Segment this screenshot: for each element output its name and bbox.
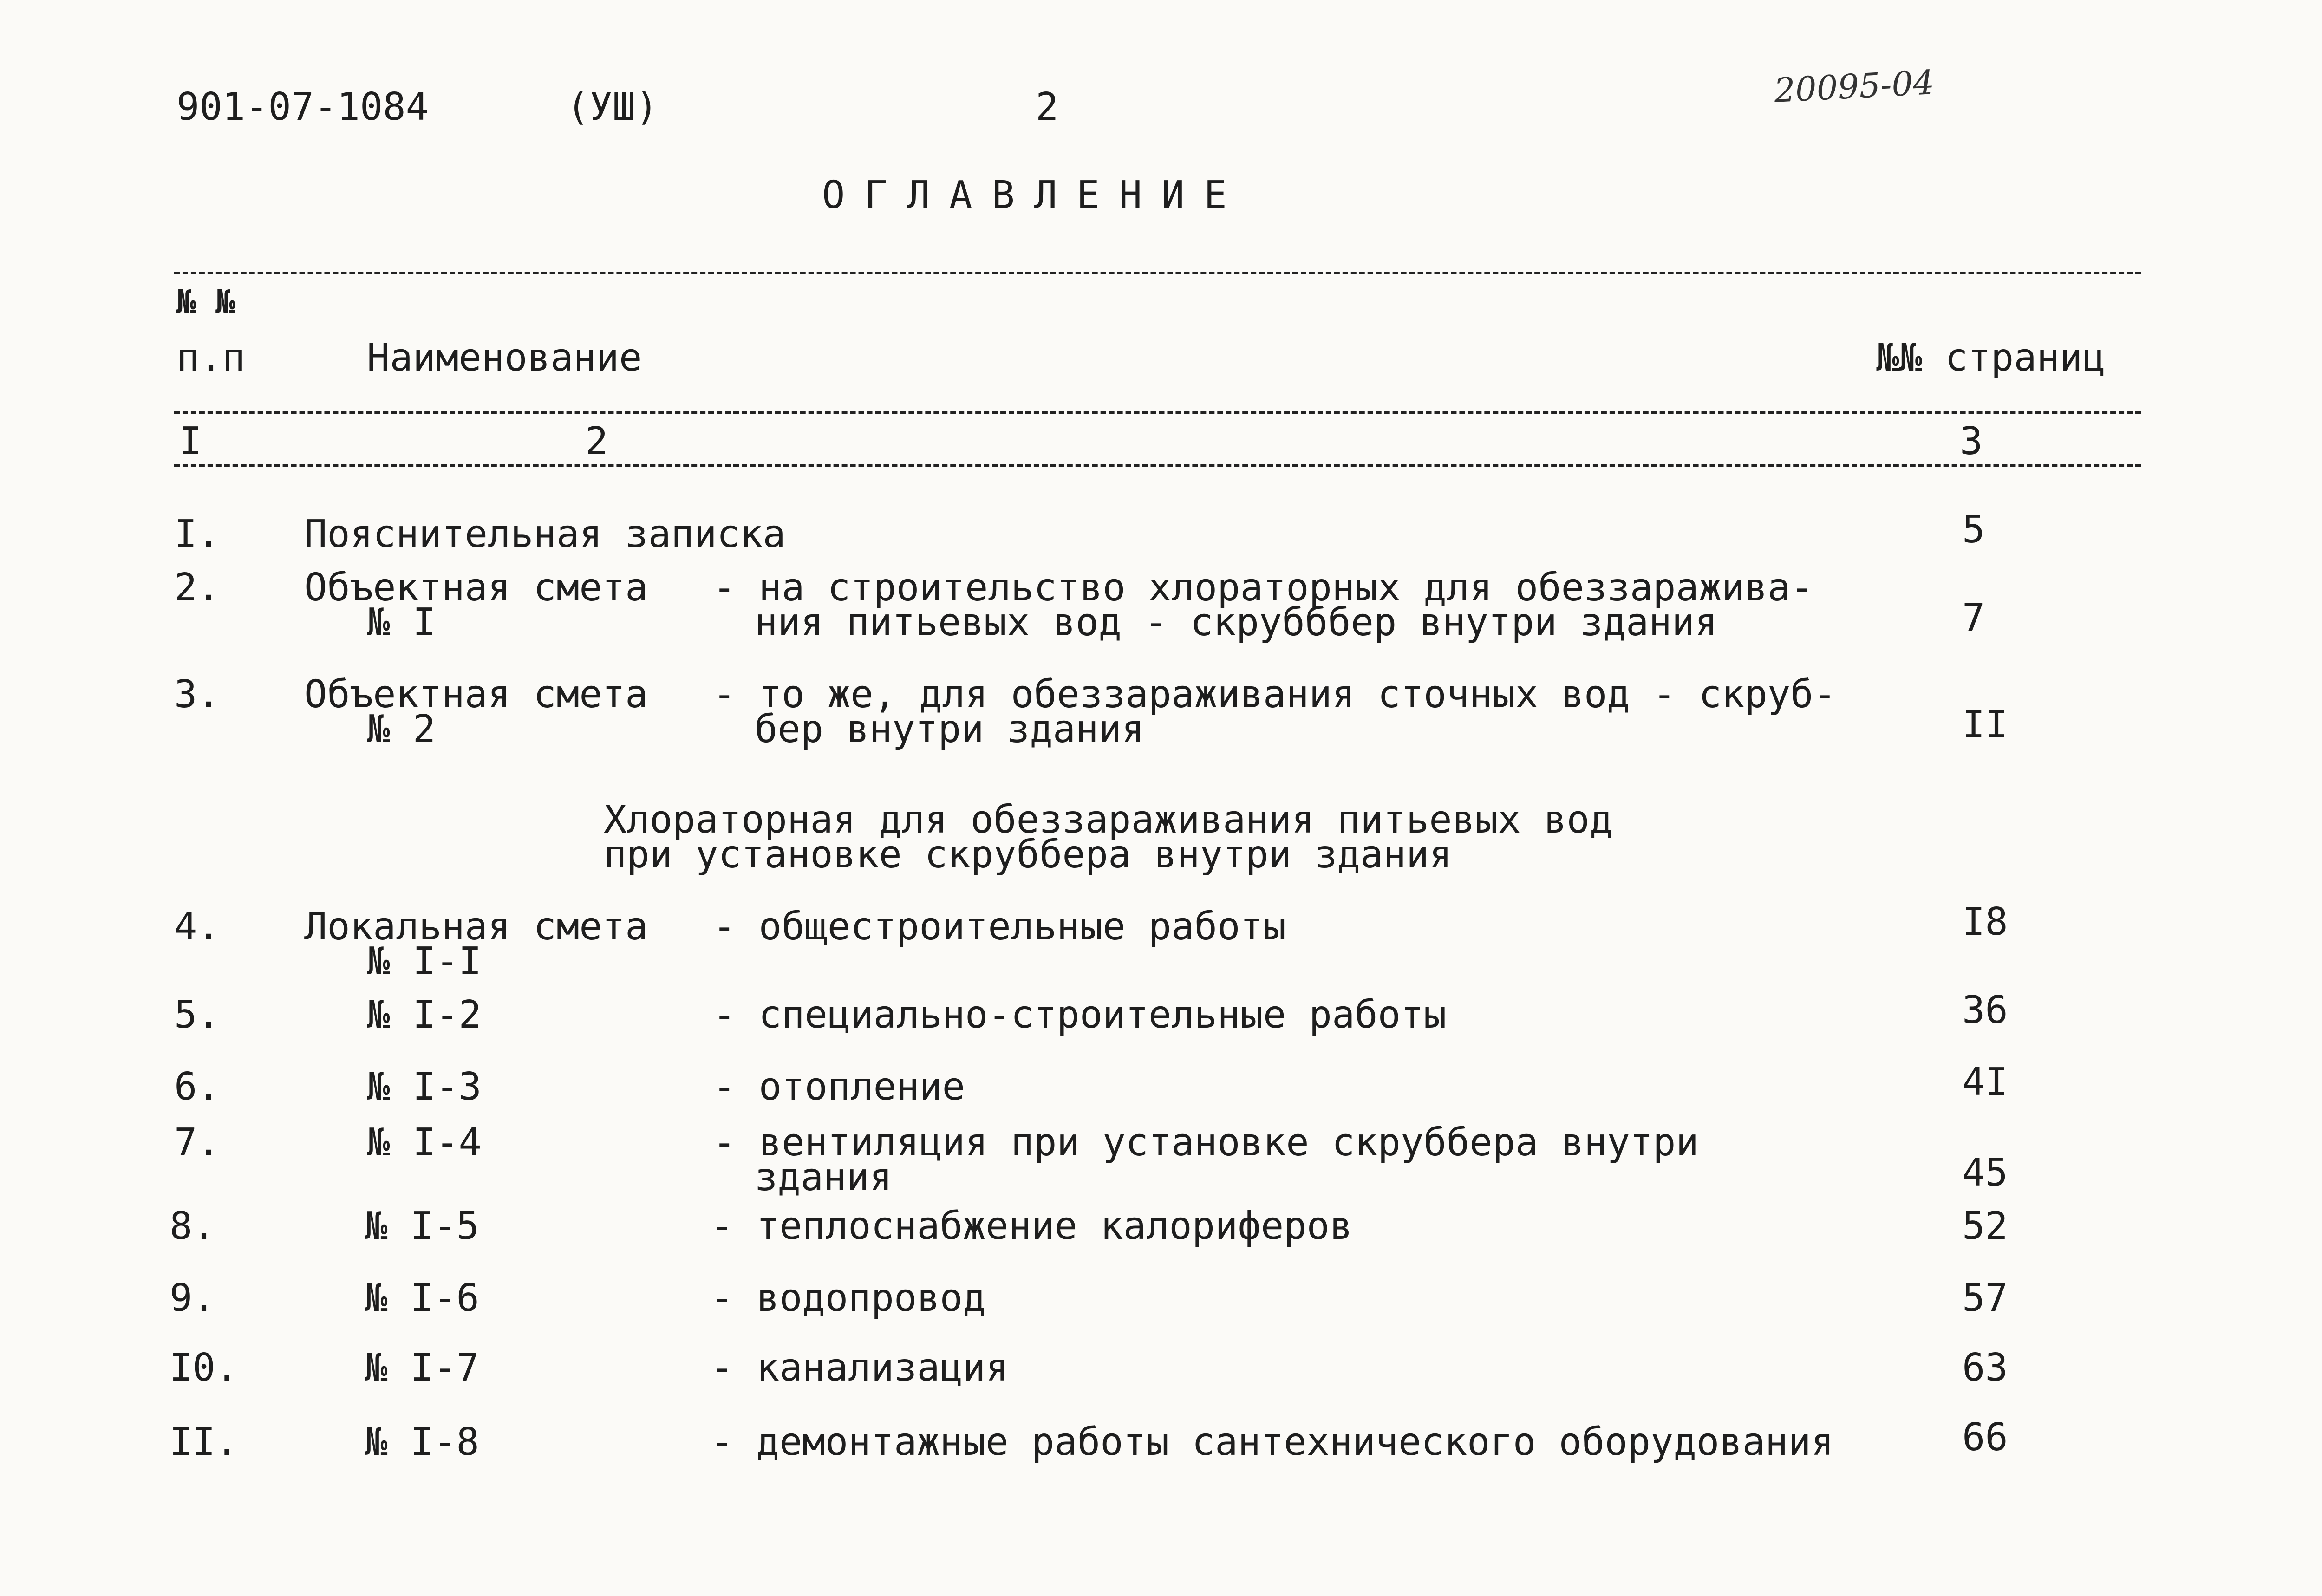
row-page: 57	[1962, 1276, 2008, 1320]
row-number: 5.	[174, 993, 220, 1037]
section-heading-line2: при установке скруббера внутри здания	[604, 833, 1452, 877]
volume-label: (УШ)	[567, 85, 659, 129]
row-number: I0.	[170, 1346, 239, 1390]
row-number: II.	[170, 1420, 239, 1464]
row-number: 7.	[174, 1120, 220, 1165]
row-page: 45	[1962, 1151, 2008, 1195]
row-description: - на строительство хлораторных для обеззаражива-	[713, 566, 1813, 610]
row-description: - демонтажные работы сантехнического оборудования	[711, 1420, 1834, 1464]
row-name: Локальная смета	[304, 905, 648, 949]
row-code: № I-5	[365, 1204, 479, 1248]
row-page: II	[1962, 703, 2008, 747]
row-description: - то же, для обеззараживания сточных вод - скруб-	[713, 672, 1837, 717]
col-index-3: 3	[1960, 419, 1983, 463]
row-code: № I-3	[367, 1065, 482, 1109]
row-number: 8.	[170, 1204, 215, 1248]
row-code: № I-4	[367, 1120, 482, 1165]
row-number: 4.	[174, 905, 220, 949]
row-name: Объектная смета	[304, 566, 648, 610]
row-page: 52	[1962, 1204, 2008, 1248]
row-number: 2.	[174, 566, 220, 610]
name-col-header: Наименование	[367, 336, 642, 380]
row-page: 7	[1962, 596, 1985, 640]
document-number: 901-07-1084	[176, 85, 429, 129]
row-code: № I	[367, 600, 436, 645]
row-description-cont: ния питьевых вод - скрубббер внутри здания	[755, 600, 1718, 645]
row-description: - вентиляция при установке скруббера внутри	[713, 1120, 1699, 1165]
col-index-1: I	[179, 419, 202, 463]
row-description: - отопление	[713, 1065, 965, 1109]
num-col-header-line1: № №	[176, 283, 235, 321]
row-code: № I-6	[365, 1276, 479, 1320]
row-code: № 2	[367, 707, 436, 751]
row-description: - теплоснабжение калориферов	[711, 1204, 1353, 1248]
row-code: № I-I	[367, 939, 482, 984]
handwritten-code: 20095-04	[1773, 63, 1935, 110]
page-number: 2	[1036, 85, 1059, 129]
row-description: - водопровод	[711, 1276, 986, 1320]
row-page: 66	[1962, 1415, 2008, 1459]
col-index-2: 2	[585, 419, 608, 463]
row-number: 9.	[170, 1276, 215, 1320]
pages-col-header: №№ страниц	[1876, 336, 2106, 380]
row-page: 63	[1962, 1346, 2008, 1390]
page-title: ОГЛАВЛЕНИЕ	[822, 173, 1246, 217]
row-description-cont: здания	[755, 1155, 893, 1199]
row-description: - специально-строительные работы	[713, 993, 1447, 1037]
header-bottom-rule	[174, 464, 2141, 467]
row-page: 4I	[1962, 1060, 2008, 1104]
num-col-header-line2: п.п	[176, 336, 246, 380]
row-code: № I-2	[367, 993, 482, 1037]
header-mid-rule	[174, 411, 2141, 414]
row-description-cont: бер внутри здания	[755, 707, 1145, 751]
row-number: 3.	[174, 672, 220, 717]
row-description: - канализация	[711, 1346, 1009, 1390]
section-heading-line1: Хлораторная для обеззараживания питьевых вод	[604, 798, 1613, 842]
row-name: Объектная смета	[304, 672, 648, 717]
row-code: № I-7	[365, 1346, 479, 1390]
header-top-rule	[174, 272, 2141, 274]
row-number: 6.	[174, 1065, 220, 1109]
row-number: I.	[174, 512, 220, 556]
row-page: I8	[1962, 900, 2008, 944]
row-code: № I-8	[365, 1420, 479, 1464]
row-page: 5	[1962, 508, 1985, 552]
row-name: Пояснительная записка	[304, 512, 786, 556]
row-page: 36	[1962, 988, 2008, 1032]
row-description: - общестроительные работы	[713, 905, 1286, 949]
